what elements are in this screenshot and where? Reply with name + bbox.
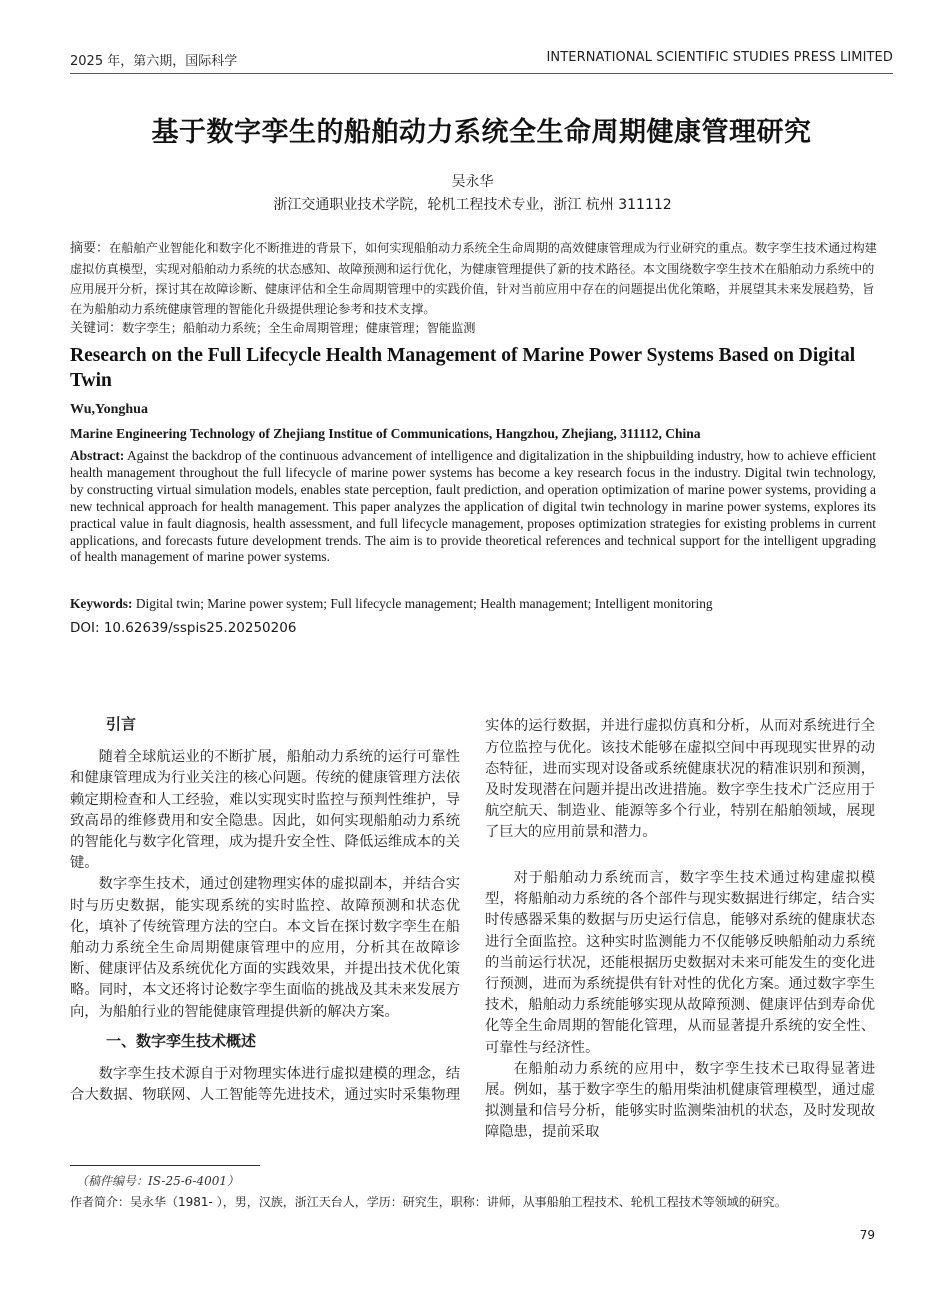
journal-issue: 2025 年，第六期，国际科学 — [70, 54, 238, 69]
affiliation-cn: 浙江交通职业技术学院，轮机工程技术专业，浙江 杭州 311112 — [273, 197, 672, 213]
keywords-cn-text: 数字孪生；船舶动力系统；全生命周期管理；健康管理；智能监测 — [122, 321, 476, 335]
author-name-cn: 吴永华 — [451, 174, 494, 190]
publisher-name: INTERNATIONAL SCIENTIFIC STUDIES PRESS LIMITED — [546, 50, 893, 65]
keywords-en — [70, 596, 880, 612]
body-column-right — [485, 716, 875, 1144]
abstract-en — [70, 448, 876, 566]
author-bio-text: 吴永华（1981- ），男，汉族，浙江天台人，学历：研究生，职称：讲师，从事船舶工程技术、轮机工程技术等领域的研究。 — [130, 1195, 787, 1209]
page-number: 79 — [859, 1228, 875, 1242]
author-name-en: Wu,Yonghua — [70, 402, 148, 417]
affiliation-en: Marine Engineering Technology of Zhejiang Institue of Communications, Hangzhou, Zhejiang, 311112, China — [70, 426, 701, 441]
abstract-cn-label: 摘要： — [70, 241, 110, 256]
paragraph: 在船舶动力系统的应用中，数字孪生技术已取得显著进展。例如，基于数字孪生的船用柴油机健康管理模型，通过虚拟测量和信号分析，能够实时监测柴油机的状态，及时发现故障隐患，提前采取 — [485, 1060, 875, 1141]
abstract-cn-text: 在船舶产业智能化和数字化不断推进的背景下，如何实现船舶动力系统全生命周期的高效健康管理成为行业研究的重点。数字孪生技术通过构建虚拟仿真模型，实现对船舶动力系统的状态感知、故障预测和运行优化，为健康管理提供了新的技术路径。本文围绕数字孪生技术在船舶动力系统中的应用展开分析，探讨其在故障诊断、健康评估和全生命周期管理中的实践价值，针对当前应用中存在的问题提出优化策略，并展望其未来发展趋势，旨在为船舶动力系统健康管理的智能化升级提供理论参考和技术支撑。 — [70, 241, 877, 316]
footnote-divider — [70, 1165, 260, 1166]
paragraph — [70, 1064, 460, 1106]
keywords-en-text: Digital twin; Marine power system; Full lifecycle management; Health management; Intelligent monitoring — [135, 596, 713, 611]
paper-title-en: Research on the Full Lifecycle Health Management of Marine Power Systems Based on Digital Twin — [70, 345, 856, 391]
abstract-cn — [70, 238, 880, 319]
doi-link[interactable]: DOI: 10.62639/sspis25.20250206 — [70, 620, 297, 636]
sec1-p1-shifted — [485, 716, 875, 844]
body-column-left — [70, 712, 460, 1106]
keywords-cn-label: 关键词： — [70, 321, 123, 336]
author-bio — [70, 1193, 890, 1210]
sec1-p1-continuation — [485, 716, 875, 868]
paragraph: 数字孪生技术，通过创建物理实体的虚拟副本，并结合实时与历史数据，能实现系统的实时监控、故障预测和状态优化，填补了传统管理方法的空白。本文旨在探讨数字孪生在船舶动力系统全生命周期健康管理中的应用，分析其在故障诊断、健康评估及系统优化方面的实践效果，并提出技术优化策略。同时，本文还将讨论数字孪生面临的挑战及其未来发展方向，为船舶行业的智能健康管理提供新的解决方案。 — [70, 876, 460, 1020]
abstract-en-label: Abstract: — [70, 448, 125, 463]
sec1-p1-text: 数字孪生技术源自于对物理实体进行虚拟建模的理念，结合大数据、物联网、人工智能等先进技术，通过实时采集物理 — [70, 1066, 460, 1104]
manuscript-number: （稿件编号：IS-25-6-4001） — [76, 1174, 240, 1188]
paper-title-cn: 基于数字孪生的船舶动力系统全生命周期健康管理研究 — [151, 117, 812, 148]
header-divider — [70, 73, 893, 74]
running-header — [70, 50, 893, 72]
keywords-en-label: Keywords: — [70, 596, 133, 611]
author-bio-label: 作者简介： — [70, 1195, 131, 1209]
abstract-en-text: Against the backdrop of the continuous advancement of intelligence and digitalization in the shipbuilding industry, how to achieve efficient health management throughout the full lifecycle of marine power systems has become a key research focus in the industry. Digital twin technology, by constructing virtual simulation models, enables state perception, fault prediction, and operation optimization of marine power systems, providing a new technical approach for health management. This paper analyzes the application of digital twin technology in marine power systems, explores its practical value in fault diagnosis, health assessment, and full lifecycle management, proposes optimization strategies for existing problems in current applications, and forecasts future development trends. The aim is to provide theoretical references and technical support for the intelligent upgrading of health management of marine power systems. — [70, 448, 876, 565]
keywords-cn — [70, 318, 880, 339]
section-heading-intro: 引言 — [106, 715, 137, 733]
paragraph: 随着全球航运业的不断扩展，船舶动力系统的运行可靠性和健康管理成为行业关注的核心问题。传统的健康管理方法依赖定期检查和人工经验，难以实现实时监控与预判性维护，导致高昂的维修费用和安全隐患。因此，如何实现船舶动力系统的智能化与数字化管理，成为提升安全性、降低运维成本的关键。 — [70, 749, 460, 872]
paragraph: 对于船舶动力系统而言，数字孪生技术通过构建虚拟模型，将船舶动力系统的各个部件与现实数据进行绑定，结合实时传感器采集的数据与历史运行信息，能够对系统的健康状态进行全面监控。这种实时监测能力不仅能够反映船舶动力系统的当前运行状况，还能根据历史数据对未来可能发生的变化进行预测，进而为系统提供有针对性的优化方案。通过数字孪生技术，船舶动力系统能够实现从故障预测、健康评估到寿命优化等全生命周期的智能化管理，从而显著提升系统的安全性、可靠性与经济性。 — [485, 870, 875, 1056]
sec1-p1-text-cont: 实体的运行数据，并进行虚拟仿真和分析，从而对系统进行全方位监控与优化。该技术能够在虚拟空间中再现现实世界的动态特征，进而实现对设备或系统健康状况的精准识别和预测，及时发现潜在问题并提出改进措施。数字孪生技术广泛应用于航空航天、制造业、能源等多个行业，特别在船舶领域，展现了巨大的应用前景和潜力。 — [485, 718, 875, 841]
section-heading-1: 一、数字孪生技术概述 — [106, 1031, 257, 1050]
